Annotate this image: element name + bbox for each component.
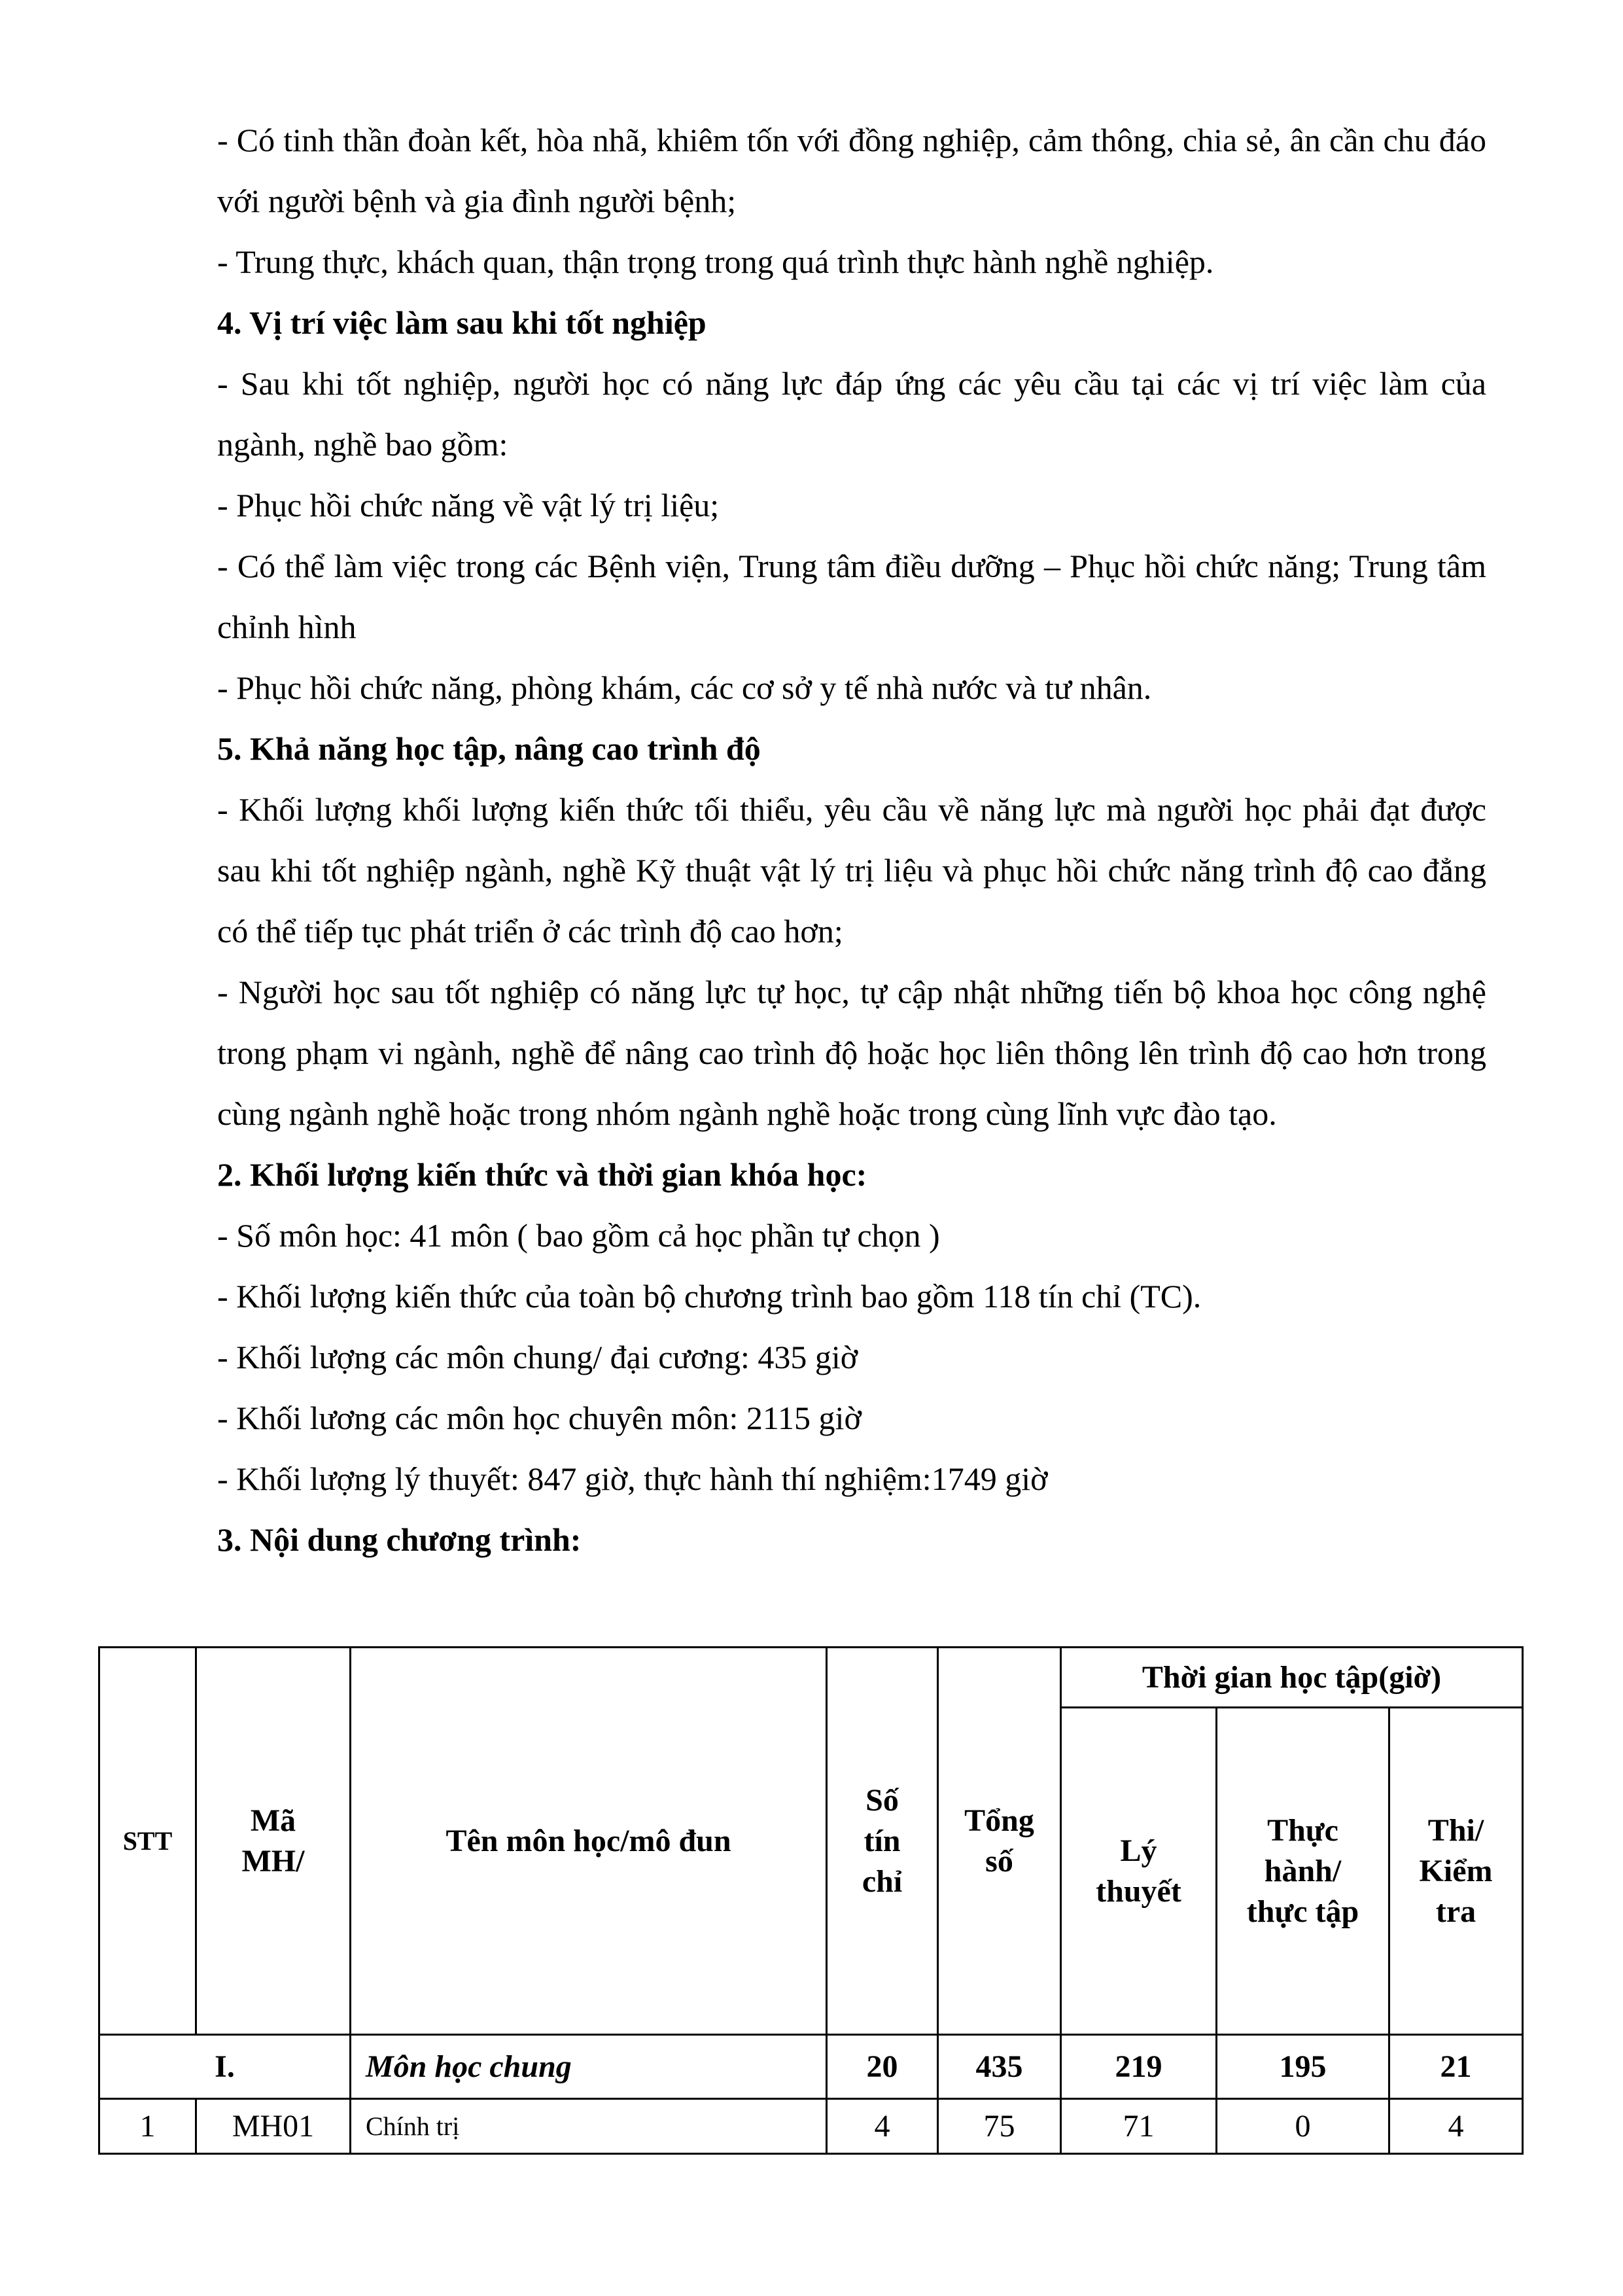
group-credits: 20: [827, 2035, 938, 2099]
header-stt: STT: [99, 1648, 196, 2035]
group-practice: 195: [1217, 2035, 1389, 2099]
group-label: I.: [99, 2035, 351, 2099]
curriculum-table: [98, 1646, 1524, 2155]
table-row: [99, 2099, 1523, 2154]
heading-job-positions: 4. Vị trí việc làm sau khi tốt nghiệp: [217, 304, 707, 341]
paragraph-job-1: - Phục hồi chức năng về vật lý trị liệu;: [217, 487, 720, 523]
paragraph-subject-count: - Số môn học: 41 môn ( bao gồm cả học phần tự chọn ): [217, 1217, 940, 1254]
group-theory: 219: [1061, 2035, 1217, 2099]
header-study-time: Thời gian học tập(giờ): [1061, 1648, 1523, 1708]
paragraph-job-3: - Phục hồi chức năng, phòng khám, các cơ sở y tế nhà nước và tư nhân.: [217, 669, 1152, 706]
group-name: Môn học chung: [351, 2035, 827, 2099]
row-code: MH01: [196, 2099, 351, 2154]
group-total: 435: [938, 2035, 1061, 2099]
header-credits: Số tín chỉ: [827, 1648, 938, 2035]
paragraph-job-2: - Có thể làm việc trong các Bệnh viện, Trung tâm điều dưỡng – Phục hồi chức năng; Trung tâm chỉnh hình: [217, 548, 1486, 645]
paragraph-honesty: - Trung thực, khách quan, thận trọng trong quá trình thực hành nghề nghiệp.: [217, 243, 1214, 280]
heading-workload: 2. Khối lượng kiến thức và thời gian khóa học:: [217, 1156, 867, 1193]
paragraph-job-intro: - Sau khi tốt nghiệp, người học có năng lực đáp ứng các yêu cầu tại các vị trí việc làm của ngành, nghề bao gồm:: [217, 365, 1486, 463]
row-practice: 0: [1217, 2099, 1389, 2154]
row-exam: 4: [1389, 2099, 1523, 2154]
group-exam: 21: [1389, 2035, 1523, 2099]
row-stt: 1: [99, 2099, 196, 2154]
row-total: 75: [938, 2099, 1061, 2154]
paragraph-study-2: - Người học sau tốt nghiệp có năng lực tự học, tự cập nhật những tiến bộ khoa học công nghệ trong phạm vi ngành, nghề để nâng cao trình độ hoặc học liên thông lên trình độ cao hơn trong cùng ngành nghề hoặc trong nhóm ngành nghề hoặc trong cùng lĩnh vực đào tạo.: [217, 974, 1486, 1132]
heading-further-study: 5. Khả năng học tập, nâng cao trình độ: [217, 730, 761, 767]
header-subject-code: Mã MH/: [196, 1648, 351, 2035]
paragraph-general-hours: - Khối lượng các môn chung/ đại cương: 435 giờ: [217, 1339, 858, 1375]
body-text: [217, 110, 1486, 1570]
paragraph-study-1: - Khối lượng khối lượng kiến thức tối thiểu, yêu cầu về năng lực mà người học phải đạt được sau khi tốt nghiệp ngành, nghề Kỹ thuật vật lý trị liệu và phục hồi chức năng trình độ cao đẳng có thể tiếp tục phát triển ở các trình độ cao hơn;: [217, 791, 1486, 949]
header-practice: Thực hành/ thực tập: [1217, 1708, 1389, 2035]
header-total: Tổng số: [938, 1648, 1061, 2035]
paragraph-specialized-hours: - Khối lương các môn học chuyên môn: 2115 giờ: [217, 1400, 862, 1436]
paragraph-attitude: - Có tinh thần đoàn kết, hòa nhã, khiêm tốn với đồng nghiệp, cảm thông, chia sẻ, ân cần chu đáo với người bệnh và gia đình người bệnh;: [217, 122, 1486, 219]
row-theory: 71: [1061, 2099, 1217, 2154]
header-subject-name: Tên môn học/mô đun: [351, 1648, 827, 2035]
row-name: Chính trị: [351, 2099, 827, 2154]
row-credits: 4: [827, 2099, 938, 2154]
header-exam: Thi/ Kiểm tra: [1389, 1708, 1523, 2035]
header-theory: Lý thuyết: [1061, 1708, 1217, 2035]
paragraph-total-credits: - Khối lượng kiến thức của toàn bộ chương trình bao gồm 118 tín chỉ (TC).: [217, 1278, 1202, 1315]
paragraph-theory-practice-hours: - Khối lượng lý thuyết: 847 giờ, thực hành thí nghiệm:1749 giờ: [217, 1460, 1048, 1497]
table-group-row: [99, 2035, 1523, 2099]
heading-program-content: 3. Nội dung chương trình:: [217, 1521, 582, 1558]
